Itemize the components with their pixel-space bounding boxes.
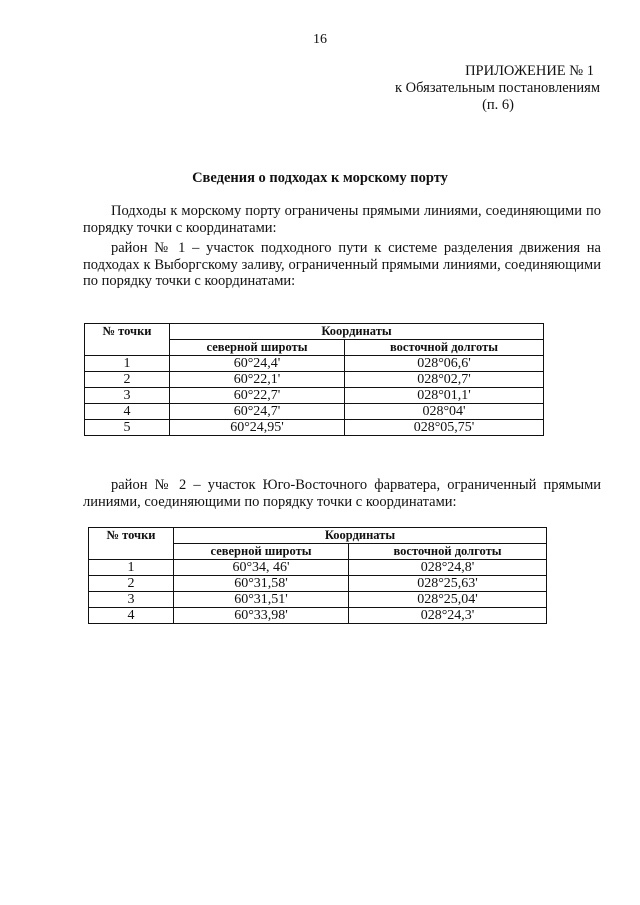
table-row: [85, 404, 544, 420]
table-row: [89, 608, 547, 624]
point-number: 2: [89, 576, 174, 592]
point-number: 3: [85, 388, 170, 404]
point-number: 3: [89, 592, 174, 608]
longitude-cell: 028°06,6': [345, 356, 544, 372]
table-row: [89, 592, 547, 608]
table-row: [89, 576, 547, 592]
appendix-title: ПРИЛОЖЕНИЕ № 1: [465, 63, 594, 79]
table-row: [85, 420, 544, 436]
longitude-cell: 028°24,3': [349, 608, 547, 624]
header-latitude: северной широты: [174, 544, 349, 560]
page-number: 16: [313, 32, 327, 47]
table-row: [89, 560, 547, 576]
appendix-subtitle: к Обязательным постановлениям: [395, 80, 600, 96]
latitude-cell: 60°34, 46': [174, 560, 349, 576]
table-row: [85, 356, 544, 372]
table-row: [85, 372, 544, 388]
latitude-cell: 60°22,7': [170, 388, 345, 404]
header-coordinates: Координаты: [174, 528, 547, 544]
appendix-header: [395, 63, 600, 114]
longitude-cell: 028°24,8': [349, 560, 547, 576]
area2-paragraph: район № 2 – участок Юго-Восточного фарватера, ограниченный прямыми линиями, соединяющими по порядку точки с координатами:: [83, 477, 601, 510]
latitude-cell: 60°24,95': [170, 420, 345, 436]
area1-paragraph: район № 1 – участок подходного пути к системе разделения движения на подходах к Выборгскому заливу, ограниченный прямыми линиями, соединяющими по порядку точки с координатами:: [83, 240, 601, 289]
point-number: 5: [85, 420, 170, 436]
longitude-cell: 028°25,04': [349, 592, 547, 608]
coordinates-table-area2: [88, 527, 547, 624]
appendix-clause: (п. 6): [482, 97, 514, 113]
table-row: [85, 388, 544, 404]
longitude-cell: 028°25,63': [349, 576, 547, 592]
latitude-cell: 60°24,7': [170, 404, 345, 420]
header-longitude: восточной долготы: [345, 340, 544, 356]
header-coordinates: Координаты: [170, 324, 544, 340]
intro-paragraph: Подходы к морскому порту ограничены прямыми линиями, соединяющими по порядку точки с координатами:: [83, 203, 601, 236]
header-point: № точки: [85, 324, 170, 356]
coordinates-table-area1: [84, 323, 544, 436]
longitude-cell: 028°01,1': [345, 388, 544, 404]
longitude-cell: 028°04': [345, 404, 544, 420]
header-point: № точки: [89, 528, 174, 560]
latitude-cell: 60°33,98': [174, 608, 349, 624]
document-title: Сведения о подходах к морскому порту: [192, 170, 448, 186]
longitude-cell: 028°05,75': [345, 420, 544, 436]
latitude-cell: 60°31,58': [174, 576, 349, 592]
latitude-cell: 60°22,1': [170, 372, 345, 388]
point-number: 4: [89, 608, 174, 624]
latitude-cell: 60°31,51': [174, 592, 349, 608]
latitude-cell: 60°24,4': [170, 356, 345, 372]
point-number: 1: [85, 356, 170, 372]
point-number: 2: [85, 372, 170, 388]
point-number: 4: [85, 404, 170, 420]
point-number: 1: [89, 560, 174, 576]
longitude-cell: 028°02,7': [345, 372, 544, 388]
header-longitude: восточной долготы: [349, 544, 547, 560]
header-latitude: северной широты: [170, 340, 345, 356]
